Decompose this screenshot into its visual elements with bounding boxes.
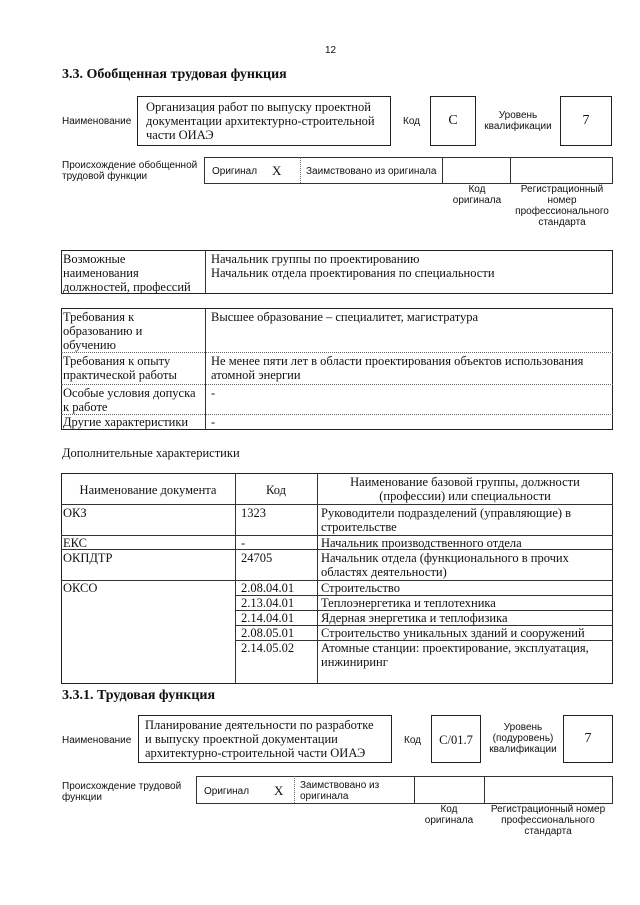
- sub-original-label: Оригинал: [204, 786, 250, 797]
- row-name: Теплоэнергетика и теплотехника: [321, 596, 496, 610]
- row-name: Строительство уникальных зданий и сооружений: [321, 626, 585, 640]
- row-doc: ОКПДТР: [63, 551, 113, 565]
- row-code: 24705: [241, 551, 273, 565]
- row-doc: ОКЗ: [63, 506, 87, 520]
- row-doc: ЕКС: [63, 536, 87, 550]
- original-mark: X: [272, 163, 282, 178]
- section-title: 3.3. Обобщенная трудовая функция: [62, 67, 287, 82]
- req-label-1: Требования к образованию и обучению: [63, 310, 143, 352]
- sub-level-value: 7: [584, 731, 592, 746]
- positions-value: Начальник группы по проектированию Начальник отдела проектирования по специальности: [211, 252, 495, 280]
- header-document: Наименование документа: [79, 483, 217, 497]
- sub-original-mark: X: [274, 783, 284, 798]
- row-name: Ядерная энергетика и теплофизика: [321, 611, 508, 625]
- row-code: 2.14.04.01: [241, 611, 295, 625]
- code-original-label: Код оригинала: [452, 184, 502, 206]
- original-label: Оригинал: [212, 166, 258, 177]
- sub-name-box: [138, 715, 392, 763]
- code-value: C: [448, 113, 458, 128]
- sub-name-label: Наименование: [62, 735, 132, 746]
- row-doc: ОКСО: [63, 581, 98, 595]
- sub-code-value: C/01.7: [439, 733, 473, 747]
- additional-title: Дополнительные характеристики: [62, 446, 240, 460]
- sub-borrowed-label: Заимствовано из оригинала: [300, 780, 380, 802]
- name-label: Наименование: [62, 116, 132, 127]
- level-value: 7: [582, 113, 590, 128]
- row-name: Атомные станции: проектирование, эксплуатация, инжиниринг: [321, 641, 589, 669]
- sub-name-value: Планирование деятельности по разработке и выпуску проектной документации архитектурно-строительной части ОИАЭ: [145, 718, 374, 760]
- borrowed-label: Заимствовано из оригинала: [306, 166, 437, 177]
- sub-level-label: Уровень (подуровень) квалификации: [489, 722, 557, 755]
- req-label-3: Особые условия допуска к работе: [63, 386, 196, 414]
- row-code: 2.13.04.01: [241, 596, 295, 610]
- row-code: -: [241, 536, 246, 550]
- subsection-title: 3.3.1. Трудовая функция: [62, 688, 216, 703]
- name-value: Организация работ по выпуску проектной документации архитектурно-строительной части ОИАЭ: [146, 100, 375, 142]
- req-value-1: Высшее образование – специалитет, магистратура: [211, 310, 479, 324]
- row-name: Строительство: [321, 581, 401, 595]
- req-label-2: Требования к опыту практической работы: [63, 354, 177, 382]
- row-code: 2.08.05.01: [241, 626, 295, 640]
- positions-label: Возможные наименования должностей, профессий: [63, 252, 191, 294]
- reg-number-label: Регистрационный номер профессионального стандарта: [515, 184, 609, 228]
- row-name: Руководители подразделений (управляющие) в строительстве: [321, 506, 572, 534]
- row-name: Начальник отдела (функционального в прочих областях деятельности): [321, 551, 569, 579]
- level-label: Уровень квалификации: [484, 110, 552, 132]
- sub-code-original-label: Код оригинала: [424, 804, 474, 826]
- row-code: 2.14.05.02: [241, 641, 295, 655]
- sub-code-box: [431, 715, 481, 763]
- origin-label: Происхождение обобщенной трудовой функции: [62, 160, 198, 182]
- name-box: [137, 96, 391, 146]
- sub-origin-label: Происхождение трудовой функции: [62, 781, 182, 803]
- page-number: 12: [325, 45, 337, 56]
- sub-level-box: [563, 715, 613, 763]
- sub-reg-number-label: Регистрационный номер профессионального стандарта: [490, 804, 606, 837]
- header-group: Наименование базовой группы, должности (профессии) или специальности: [350, 475, 580, 503]
- row-name: Начальник производственного отдела: [321, 536, 522, 550]
- req-value-3: -: [211, 386, 216, 400]
- sub-code-label: Код: [404, 735, 422, 746]
- code-box: [430, 96, 476, 146]
- header-code: Код: [266, 483, 286, 497]
- row-code: 1323: [241, 506, 266, 520]
- req-value-2: Не менее пяти лет в области проектирования объектов использования атомной энергии: [211, 354, 584, 382]
- req-value-4: -: [211, 415, 216, 429]
- req-label-4: Другие характеристики: [63, 415, 189, 429]
- level-box: [560, 96, 612, 146]
- code-label: Код: [403, 116, 421, 127]
- row-code: 2.08.04.01: [241, 581, 295, 595]
